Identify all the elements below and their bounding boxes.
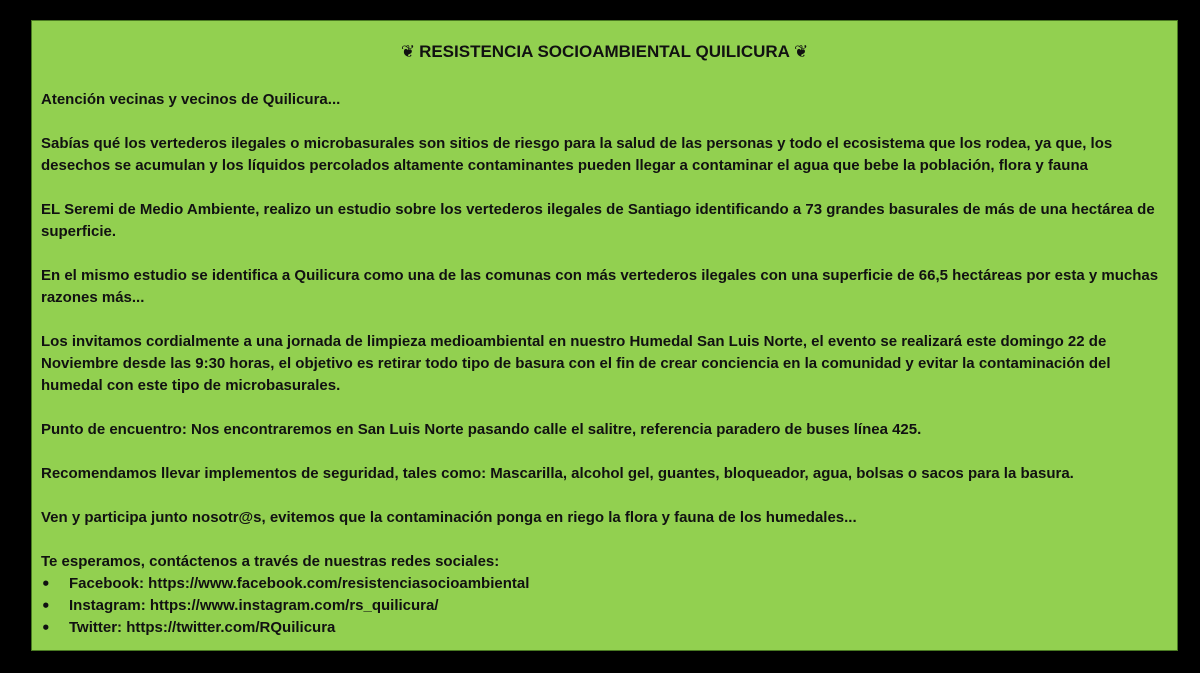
paragraph-study: EL Seremi de Medio Ambiente, realizo un estudio sobre los vertederos ilegales de Santiago identificando a 73 grandes basurales de más de una hectárea de superficie. (41, 201, 1155, 240)
instagram-link: Instagram: https://www.instagram.com/rs_quilicura/ (69, 597, 439, 614)
paragraph-quilicura: En el mismo estudio se identifica a Quilicura como una de las comunas con más vertederos ilegales con una superficie de 66,5 hectáreas por esta y muchas razones más... (41, 267, 1159, 306)
list-item (41, 573, 1171, 595)
social-links-list (41, 573, 1171, 639)
paragraph-risk: Sabías qué los vertederos ilegales o microbasurales son sitios de riesgo para la salud de las personas y todo el ecosistema que los rodea, ya que, los desechos se acumulan y los líquidos percolados altamente contaminantes pueden llegar a contaminar el agua que bebe la población, flora y fauna (41, 135, 1113, 174)
flyer-panel (31, 20, 1178, 651)
flyer-body (41, 89, 1171, 639)
title-text: RESISTENCIA SOCIOAMBIENTAL QUILICURA (419, 42, 790, 61)
list-item (41, 595, 1171, 617)
paragraph-invitation: Los invitamos cordialmente a una jornada de limpieza medioambiental en nuestro Humedal San Luis Norte, el evento se realizará este domingo 22 de Noviembre desde las 9:30 horas, el objetivo es retirar todo tipo de basura con el fin de crear conciencia en la comunidad y evitar la contaminación del humedal con este tipo de microbasurales. (41, 333, 1111, 394)
paragraph-recommendations: Recomendamos llevar implementos de seguridad, tales como: Mascarilla, alcohol gel, guantes, bloqueador, agua, bolsas o sacos para la basura. (41, 465, 1074, 482)
bullet: • (41, 575, 51, 593)
paragraph-meeting-point: Punto de encuentro: Nos encontraremos en San Luis Norte pasando calle el salitre, referencia paradero de buses línea 425. (41, 421, 922, 438)
twitter-link: Twitter: https://twitter.com/RQuilicura (69, 619, 336, 636)
flyer-title (32, 41, 1177, 63)
seedling-icon: ❦ (793, 42, 809, 62)
paragraph-call-to-action: Ven y participa junto nosotr@s, evitemos que la contaminación ponga en riego la flora y fauna de los humedales... (41, 509, 857, 526)
bullet: • (41, 619, 51, 637)
seedling-icon: ❦ (400, 42, 416, 62)
paragraph-contact: Te esperamos, contáctenos a través de nuestras redes sociales: (41, 553, 500, 570)
facebook-link: Facebook: https://www.facebook.com/resistenciasocioambiental (69, 575, 530, 592)
bullet: • (41, 597, 51, 615)
greeting: Atención vecinas y vecinos de Quilicura... (41, 91, 341, 108)
list-item (41, 617, 1171, 639)
